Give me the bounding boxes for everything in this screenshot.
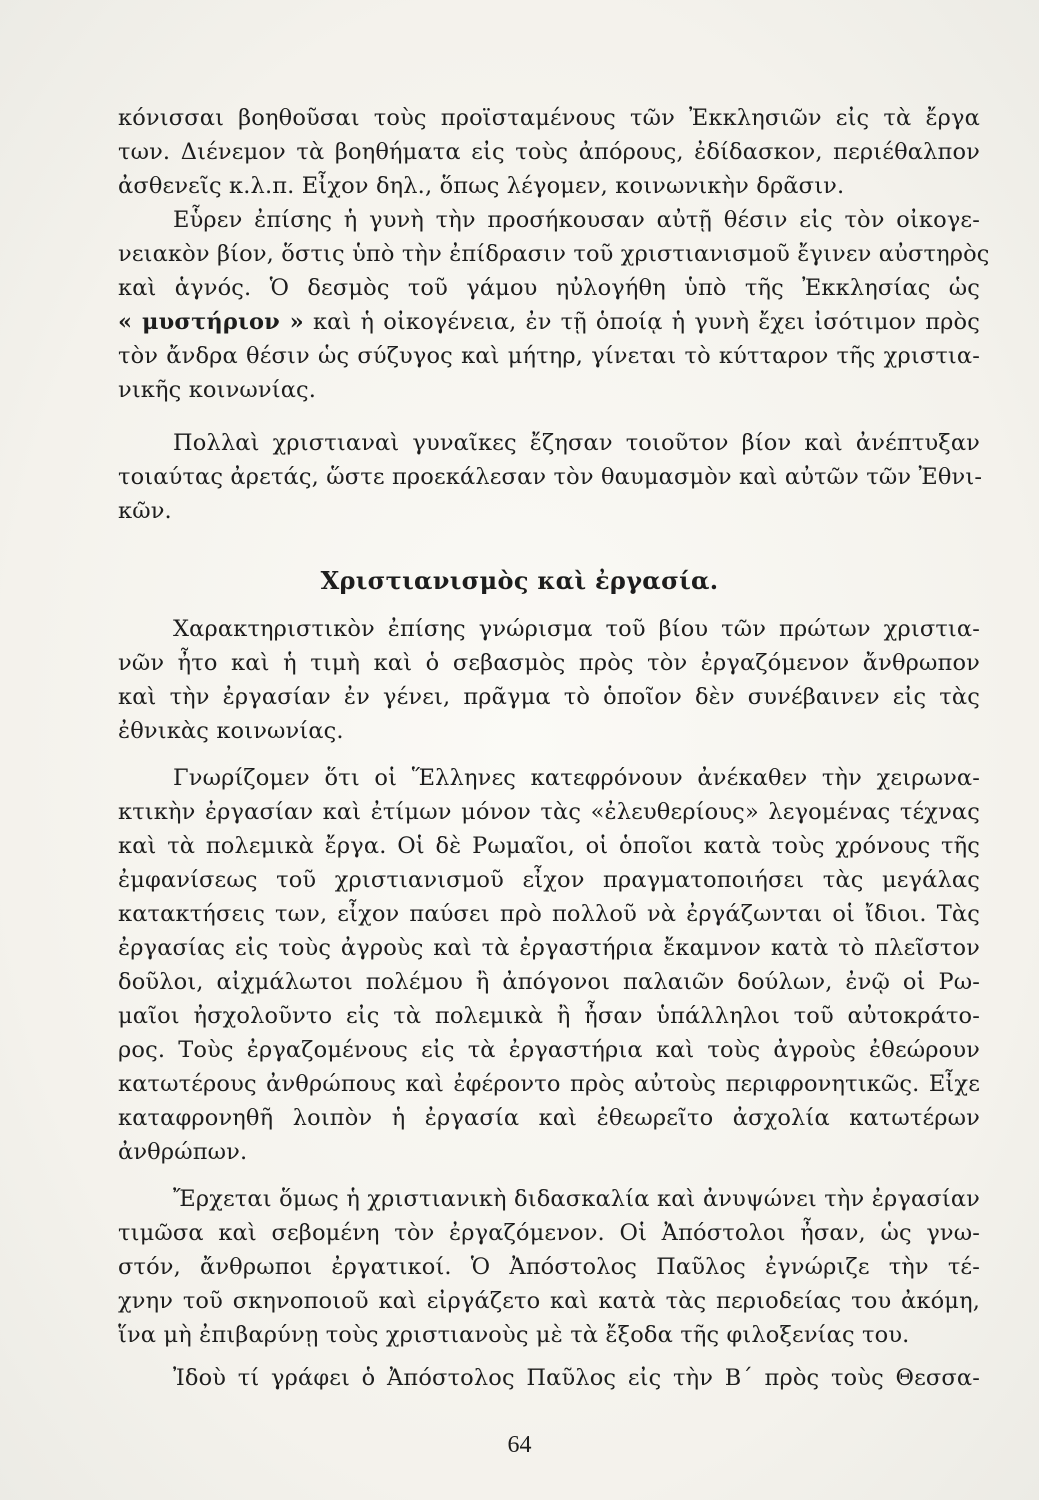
text-line: Ἔρχεται ὅμως ἡ χριστιανικὴ διδασκαλία καὶ ἀνυψώνει τὴν ἐργασίαν bbox=[173, 1186, 980, 1212]
text-line-with-emphasis bbox=[118, 307, 980, 337]
text-line: τοιαύτας ἀρετάς, ὥστε προεκάλεσαν τὸν θαυμασμὸν καὶ αὐτῶν τῶν Ἐθνι- bbox=[118, 464, 983, 490]
text-line: δοῦλοι, αἰχμάλωτοι πολέμου ἢ ἀπόγονοι παλαιῶν δούλων, ἐνῷ οἱ Ρω- bbox=[118, 969, 980, 995]
page-number: 64 bbox=[507, 1432, 532, 1458]
text-line: ἐργασίας εἰς τοὺς ἀγροὺς καὶ τὰ ἐργαστήρια ἔκαμνον κατὰ τὸ πλεῖστον bbox=[118, 935, 980, 961]
text-line: ἵνα μὴ ἐπιβαρύνῃ τοὺς χριστιανοὺς μὲ τὰ ἔξοδα τῆς φιλοξενίας του. bbox=[118, 1322, 910, 1348]
text-line: μαῖοι ἠσχολοῦντο εἰς τὰ πολεμικὰ ἢ ἦσαν ὑπάλληλοι τοῦ αὐτοκράτο- bbox=[118, 1003, 980, 1029]
text-line: νικῆς κοινωνίας. bbox=[118, 377, 317, 403]
text-line: Εὗρεν ἐπίσης ἡ γυνὴ τὴν προσήκουσαν αὐτῇ θέσιν εἰς τὸν οἰκογε- bbox=[173, 207, 980, 233]
text-line: νειακὸν βίον, ὅστις ὑπὸ τὴν ἐπίδρασιν τοῦ χριστιανισμοῦ ἔγινεν αὐστηρὸς bbox=[118, 241, 990, 267]
text-line: κτικὴν ἐργασίαν καὶ ἐτίμων μόνον τὰς «ἐλευθερίους» λεγομένας τέχνας bbox=[118, 799, 980, 825]
bold-term: « μυστήριον » bbox=[118, 309, 304, 335]
text-line: νῶν ἦτο καὶ ἡ τιμὴ καὶ ὁ σεβασμὸς πρὸς τὸν ἐργαζόμενον ἄνθρωπον bbox=[118, 650, 980, 676]
text-line: Γνωρίζομεν ὅτι οἱ Ἕλληνες κατεφρόνουν ἀνέκαθεν τὴν χειρωνα- bbox=[173, 765, 980, 791]
text-line: ἀνθρώπων. bbox=[118, 1139, 248, 1165]
text-line: τιμῶσα καὶ σεβομένη τὸν ἐργαζόμενον. Οἱ Ἀπόστολοι ἦσαν, ὡς γνω- bbox=[118, 1220, 980, 1246]
text-line: κῶν. bbox=[118, 498, 172, 524]
text-line: καὶ ἁγνός. Ὁ δεσμὸς τοῦ γάμου ηὐλογήθη ὑπὸ τῆς Ἐκκλησίας ὡς bbox=[118, 275, 980, 301]
text-line: στόν, ἄνθρωποι ἐργατικοί. Ὁ Ἀπόστολος Παῦλος ἐγνώριζε τὴν τέ- bbox=[118, 1254, 980, 1280]
text-line: τὸν ἄνδρα θέσιν ὡς σύζυγος καὶ μήτηρ, γίνεται τὸ κύτταρον τῆς χριστια- bbox=[118, 343, 980, 369]
text-line: Χαρακτηριστικὸν ἐπίσης γνώρισμα τοῦ βίου τῶν πρώτων χριστια- bbox=[173, 616, 980, 642]
text-line: Πολλαὶ χριστιαναὶ γυναῖκες ἔζησαν τοιοῦτον βίον καὶ ἀνέπτυξαν bbox=[173, 430, 980, 456]
text-line: κατακτήσεις των, εἶχον παύσει πρὸ πολλοῦ νὰ ἐργάζωνται οἱ ἴδιοι. Τὰς bbox=[118, 901, 980, 927]
text-line: Ἰδοὺ τί γράφει ὁ Ἀπόστολος Παῦλος εἰς τὴν Β΄ πρὸς τοὺς Θεσσα- bbox=[173, 1365, 980, 1391]
section-heading: Χριστιανισμὸς καὶ ἐργασία. bbox=[320, 566, 719, 595]
text-line: ἐθνικὰς κοινωνίας. bbox=[118, 718, 344, 744]
text-line: των. Διένεμον τὰ βοηθήματα εἰς τοὺς ἀπόρους, ἐδίδασκον, περιέθαλπον bbox=[118, 139, 980, 165]
text-line: χνην τοῦ σκηνοποιοῦ καὶ εἰργάζετο καὶ κατὰ τὰς περιοδείας του ἀκόμη, bbox=[118, 1288, 980, 1314]
text-line: καὶ τὴν ἐργασίαν ἐν γένει, πρᾶγμα τὸ ὁποῖον δὲν συνέβαινεν εἰς τὰς bbox=[118, 684, 980, 710]
text-line: ἐμφανίσεως τοῦ χριστιανισμοῦ εἶχον πραγματοποιήσει τὰς μεγάλας bbox=[118, 867, 980, 893]
text-line: καὶ τὰ πολεμικὰ ἔργα. Οἱ δὲ Ρωμαῖοι, οἱ ὁποῖοι κατὰ τοὺς χρόνους τῆς bbox=[118, 833, 980, 859]
text-line: καταφρονηθῆ λοιπὸν ἡ ἐργασία καὶ ἐθεωρεῖτο ἀσχολία κατωτέρων bbox=[118, 1105, 980, 1131]
text-fragment: καὶ ἡ οἰκογένεια, ἐν τῇ ὁποίᾳ ἡ γυνὴ ἔχει ἰσότιμον πρὸς bbox=[312, 309, 980, 335]
text-line: ρος. Τοὺς ἐργαζομένους εἰς τὰ ἐργαστήρια καὶ τοὺς ἀγροὺς ἐθεώρουν bbox=[118, 1037, 980, 1063]
text-line: ἀσθενεῖς κ.λ.π. Εἶχον δηλ., ὅπως λέγομεν, κοινωνικὴν δρᾶσιν. bbox=[118, 173, 845, 199]
text-line: κατωτέρους ἀνθρώπους καὶ ἐφέροντο πρὸς αὐτοὺς περιφρονητικῶς. Εἶχε bbox=[118, 1071, 980, 1097]
text-line: κόνισσαι βοηθοῦσαι τοὺς προϊσταμένους τῶν Ἐκκλησιῶν εἰς τὰ ἔργα bbox=[118, 105, 980, 131]
